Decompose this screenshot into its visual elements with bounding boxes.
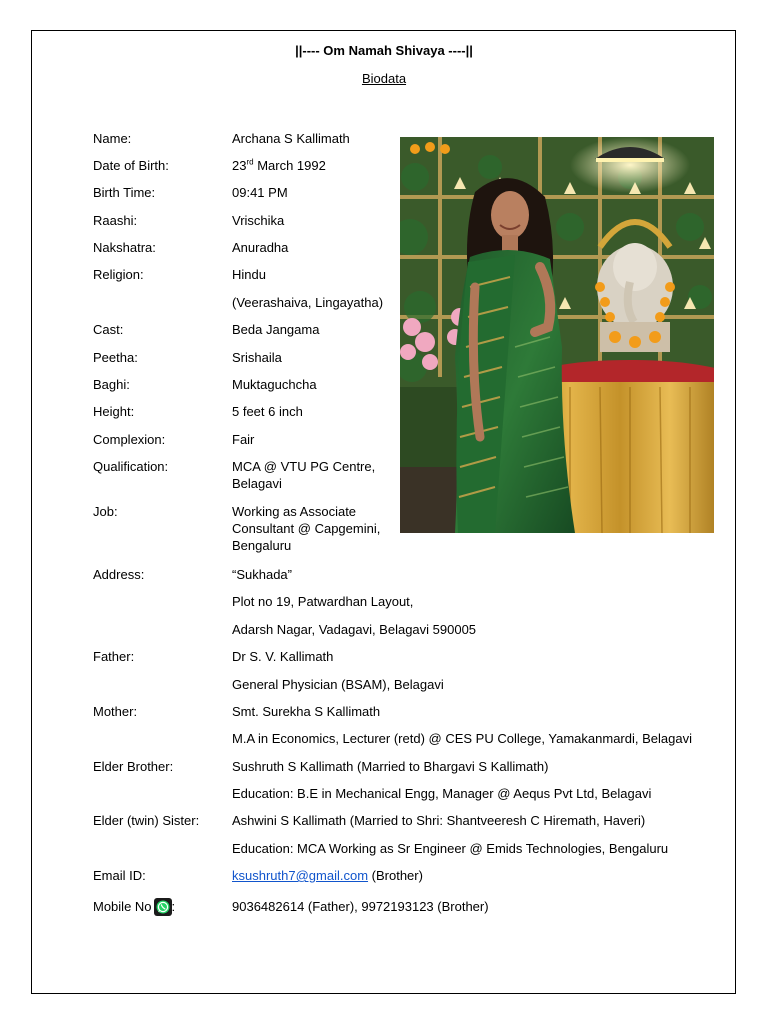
field-birth-time-label: Birth Time: (93, 185, 156, 200)
field-complexion-value: Fair (232, 432, 255, 447)
email-suffix: (Brother) (368, 868, 423, 883)
field-elder-brother-label: Elder Brother: (93, 759, 174, 774)
field-name-value: Archana S Kallimath (232, 131, 350, 146)
field-mother-detail-value: M.A in Economics, Lecturer (retd) @ CES PU College, Yamakanmardi, Belagavi (232, 731, 692, 746)
field-cast-label: Cast: (93, 322, 124, 337)
whatsapp-icon (154, 898, 172, 916)
field-nakshatra-label: Nakshatra: (93, 240, 156, 255)
field-birth-time-value: 09:41 PM (232, 185, 288, 200)
dob-day-suffix: rd (246, 157, 254, 167)
field-height-value: 5 feet 6 inch (232, 404, 303, 419)
field-raashi-label: Raashi: (93, 213, 138, 228)
portrait-photo (400, 137, 714, 533)
field-peetha-label: Peetha: (93, 350, 138, 365)
page-title: ||---- Om Namah Shivaya ----|| (295, 43, 473, 58)
email-link[interactable]: ksushruth7@gmail.com (232, 868, 369, 883)
field-address-line3: Adarsh Nagar, Vadagavi, Belagavi 590005 (232, 622, 477, 637)
field-religion-detail-value: (Veerashaiva, Lingayatha) (232, 295, 384, 310)
dob-day: 23 (232, 158, 247, 173)
dob-rest: March 1992 (253, 158, 326, 173)
field-dob-value (232, 157, 326, 174)
mobile-label-prefix: Mobile No (93, 899, 152, 914)
field-address-label: Address: (93, 567, 145, 582)
mobile-label-suffix: : (171, 899, 176, 914)
field-elder-brother-value: Sushruth S Kallimath (Married to Bhargavi S Kallimath) (232, 759, 549, 774)
field-email-label: Email ID: (93, 868, 146, 883)
field-job-value: Working as Associate Consultant @ Capgemini, Bengaluru (232, 504, 381, 553)
field-father-label: Father: (93, 649, 135, 664)
field-raashi-value: Vrischika (232, 213, 285, 228)
field-name-label: Name: (93, 131, 132, 146)
field-elder-sister-detail-value: Education: MCA Working as Sr Engineer @ Emids Technologies, Bengaluru (232, 841, 669, 856)
field-elder-sister-label: Elder (twin) Sister: (93, 813, 200, 828)
field-qualification-label: Qualification: (93, 459, 169, 474)
field-cast-value: Beda Jangama (232, 322, 320, 337)
field-nakshatra-value: Anuradha (232, 240, 289, 255)
field-qualification-value: MCA @ VTU PG Centre, Belagavi (232, 459, 376, 491)
field-dob-label: Date of Birth: (93, 158, 169, 173)
field-mother-label: Mother: (93, 704, 138, 719)
field-complexion-label: Complexion: (93, 432, 166, 447)
field-mother-value: Smt. Surekha S Kallimath (232, 704, 381, 719)
field-father-value: Dr S. V. Kallimath (232, 649, 334, 664)
field-address-line1: “Sukhada” (232, 567, 292, 582)
field-elder-sister-value: Ashwini S Kallimath (Married to Shri: Shantveeresh C Hiremath, Haveri) (232, 813, 646, 828)
field-baghi-label: Baghi: (93, 377, 130, 392)
field-address-line2: Plot no 19, Patwardhan Layout, (232, 594, 414, 609)
field-email-value (232, 867, 423, 884)
field-peetha-value: Srishaila (232, 350, 282, 365)
field-baghi-value: Muktaguchcha (232, 377, 317, 392)
field-mobile-value: 9036482614 (Father), 9972193123 (Brother) (232, 899, 489, 914)
field-job-label: Job: (93, 504, 118, 519)
field-religion-value: Hindu (232, 267, 266, 282)
field-mobile-label (93, 898, 175, 916)
field-height-label: Height: (93, 404, 135, 419)
field-elder-brother-detail-value: Education: B.E in Mechanical Engg, Manager @ Aequs Pvt Ltd, Belagavi (232, 786, 652, 801)
field-father-detail-value: General Physician (BSAM), Belagavi (232, 677, 444, 692)
page-subtitle: Biodata (361, 71, 407, 86)
field-religion-label: Religion: (93, 267, 144, 282)
